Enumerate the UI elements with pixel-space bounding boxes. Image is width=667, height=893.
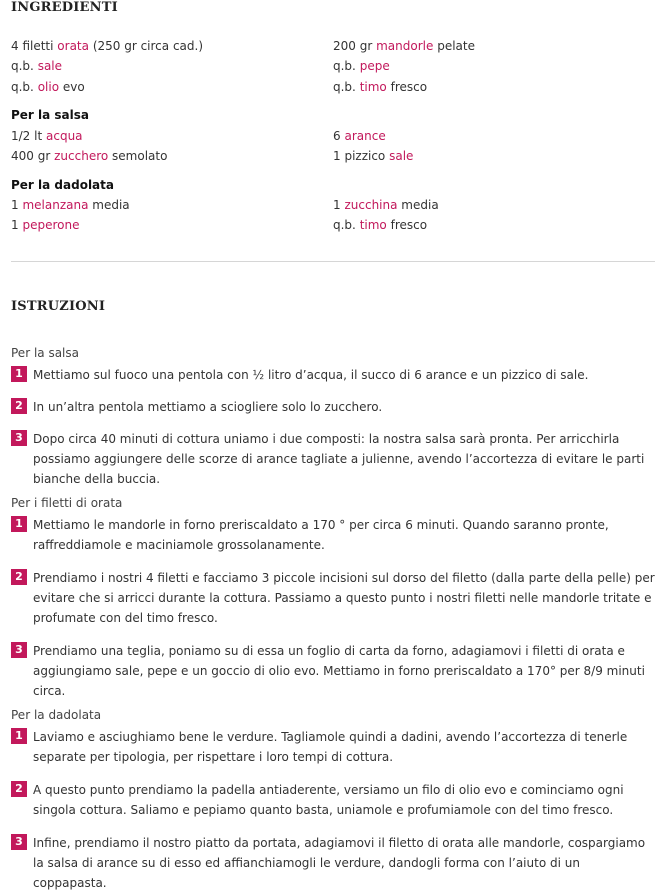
instruction-step	[11, 397, 655, 417]
section-divider	[11, 261, 655, 262]
instruction-step	[11, 641, 655, 701]
step-text: In un’altra pentola mettiamo a sciogliere solo lo zucchero.	[33, 400, 383, 414]
step-text: Infine, prendiamo il nostro piatto da portata, adagiamovi il filetto di orata alle mandorle, cospargiamo la salsa di arance su di esso ed affianchiamogli le verdure, dandogli forma con l’aiuto di un coppapasta.	[33, 836, 646, 890]
instruction-section-title: Per i filetti di orata	[11, 496, 123, 510]
ingredient-link[interactable]: orata	[57, 39, 89, 53]
step-text: Mettiamo sul fuoco una pentola con ½ litro d’acqua, il succo di 6 arance e un pizzico di sale.	[33, 368, 589, 382]
ingredient-qty: 1	[11, 198, 19, 212]
ingredient-qty: 1	[333, 198, 341, 212]
ingredient-item	[11, 217, 79, 233]
ingredient-qty: 200 gr	[333, 39, 373, 53]
ingredient-qty: 1/2 lt	[11, 129, 43, 143]
step-text: Mettiamo le mandorle in forno preriscaldato a 170 ° per circa 6 minuti. Quando saranno pronte, raffreddiamole e maciniamole grossolanamente.	[33, 518, 609, 552]
step-number-badge: 2	[11, 781, 27, 797]
ingredient-qty: 1 pizzico	[333, 149, 386, 163]
ingredient-note: pelate	[437, 39, 475, 53]
ingredient-item	[333, 148, 413, 164]
step-text: Dopo circa 40 minuti di cottura uniamo i due composti: la nostra salsa sarà pronta. Per arricchirla possiamo aggiungere delle scorze di arance tagliate a julienne, avendo l’accortezza di evitare le parti bianche della buccia.	[33, 432, 645, 486]
ingredient-note: evo	[62, 80, 85, 94]
ingredient-item	[333, 58, 390, 74]
ingredient-note: fresco	[390, 218, 428, 232]
ingredient-item	[11, 79, 85, 95]
instruction-step	[11, 833, 655, 893]
ingredient-qty: 6	[333, 129, 341, 143]
instructions-heading: ISTRUZIONI	[11, 299, 106, 314]
ingredient-qty: q.b.	[333, 80, 356, 94]
step-number-badge: 3	[11, 834, 27, 850]
step-number-badge: 3	[11, 430, 27, 446]
ingredient-link[interactable]: peperone	[22, 218, 80, 232]
ingredient-note: media	[401, 198, 439, 212]
ingredient-note: fresco	[390, 80, 428, 94]
ingredient-group-title: Per la salsa	[11, 108, 90, 122]
step-text: A questo punto prendiamo la padella antiaderente, versiamo un filo di olio evo e cominciamo ogni singola cottura. Saliamo e pepiamo quanto basta, uniamole e profumiamole con del timo fresco.	[33, 783, 624, 817]
instruction-step	[11, 727, 655, 767]
ingredient-link[interactable]: sale	[37, 59, 63, 73]
step-number-badge: 1	[11, 516, 27, 532]
ingredient-link[interactable]: arance	[344, 129, 386, 143]
step-number-badge: 1	[11, 366, 27, 382]
step-text: Prendiamo una teglia, poniamo su di essa un foglio di carta da forno, adagiamovi i filetti di orata e aggiungiamo sale, pepe e un goccio di olio evo. Mettiamo in forno preriscaldato a 170° per 8/9 minuti circa.	[33, 644, 645, 698]
ingredient-note: semolato	[112, 149, 168, 163]
ingredient-item	[11, 148, 167, 164]
ingredient-item	[333, 197, 439, 213]
ingredient-item	[11, 197, 130, 213]
ingredient-link[interactable]: zucchero	[54, 149, 109, 163]
step-number-badge: 3	[11, 642, 27, 658]
ingredient-qty: q.b.	[11, 59, 34, 73]
instruction-step	[11, 515, 655, 555]
ingredient-qty: 1	[11, 218, 19, 232]
ingredient-link[interactable]: timo	[359, 80, 387, 94]
step-text: Laviamo e asciughiamo bene le verdure. Tagliamole quindi a dadini, avendo l’accortezza di tenerle separate per tipologia, per rispettare i loro tempi di cottura.	[33, 730, 628, 764]
ingredient-qty: q.b.	[333, 59, 356, 73]
ingredient-group-title: Per la dadolata	[11, 178, 114, 192]
instruction-step	[11, 568, 655, 628]
step-text: Prendiamo i nostri 4 filetti e facciamo 3 piccole incisioni sul dorso del filetto (dalla parte della pelle) per evitare che si arricci durante la cottura. Passiamo a questo punto i nostri filetti nelle mandorle tritate e profumate con del timo fresco.	[33, 571, 655, 625]
ingredient-item	[333, 38, 475, 54]
ingredient-note: media	[92, 198, 130, 212]
ingredient-link[interactable]: zucchina	[344, 198, 398, 212]
ingredient-link[interactable]: acqua	[46, 129, 83, 143]
instruction-section-title: Per la dadolata	[11, 708, 102, 722]
ingredient-item	[333, 217, 427, 233]
instruction-step	[11, 365, 655, 385]
ingredient-qty: q.b.	[11, 80, 34, 94]
ingredient-qty: 4 filetti	[11, 39, 54, 53]
step-number-badge: 2	[11, 569, 27, 585]
instruction-section-title: Per la salsa	[11, 346, 79, 360]
ingredient-link[interactable]: mandorle	[376, 39, 434, 53]
step-number-badge: 1	[11, 728, 27, 744]
instruction-step	[11, 780, 655, 820]
step-number-badge: 2	[11, 398, 27, 414]
instruction-step	[11, 429, 655, 489]
ingredients-heading: INGREDIENTI	[11, 0, 118, 15]
ingredient-item	[333, 128, 386, 144]
ingredient-item	[11, 38, 203, 54]
ingredient-qty: q.b.	[333, 218, 356, 232]
ingredient-link[interactable]: olio	[37, 80, 60, 94]
ingredient-link[interactable]: timo	[359, 218, 387, 232]
ingredient-item	[11, 128, 83, 144]
ingredient-link[interactable]: melanzana	[22, 198, 89, 212]
ingredient-item	[333, 79, 427, 95]
ingredient-link[interactable]: pepe	[359, 59, 390, 73]
ingredient-note: (250 gr circa cad.)	[92, 39, 204, 53]
ingredient-link[interactable]: sale	[389, 149, 414, 163]
ingredient-qty: 400 gr	[11, 149, 51, 163]
ingredient-item	[11, 58, 62, 74]
